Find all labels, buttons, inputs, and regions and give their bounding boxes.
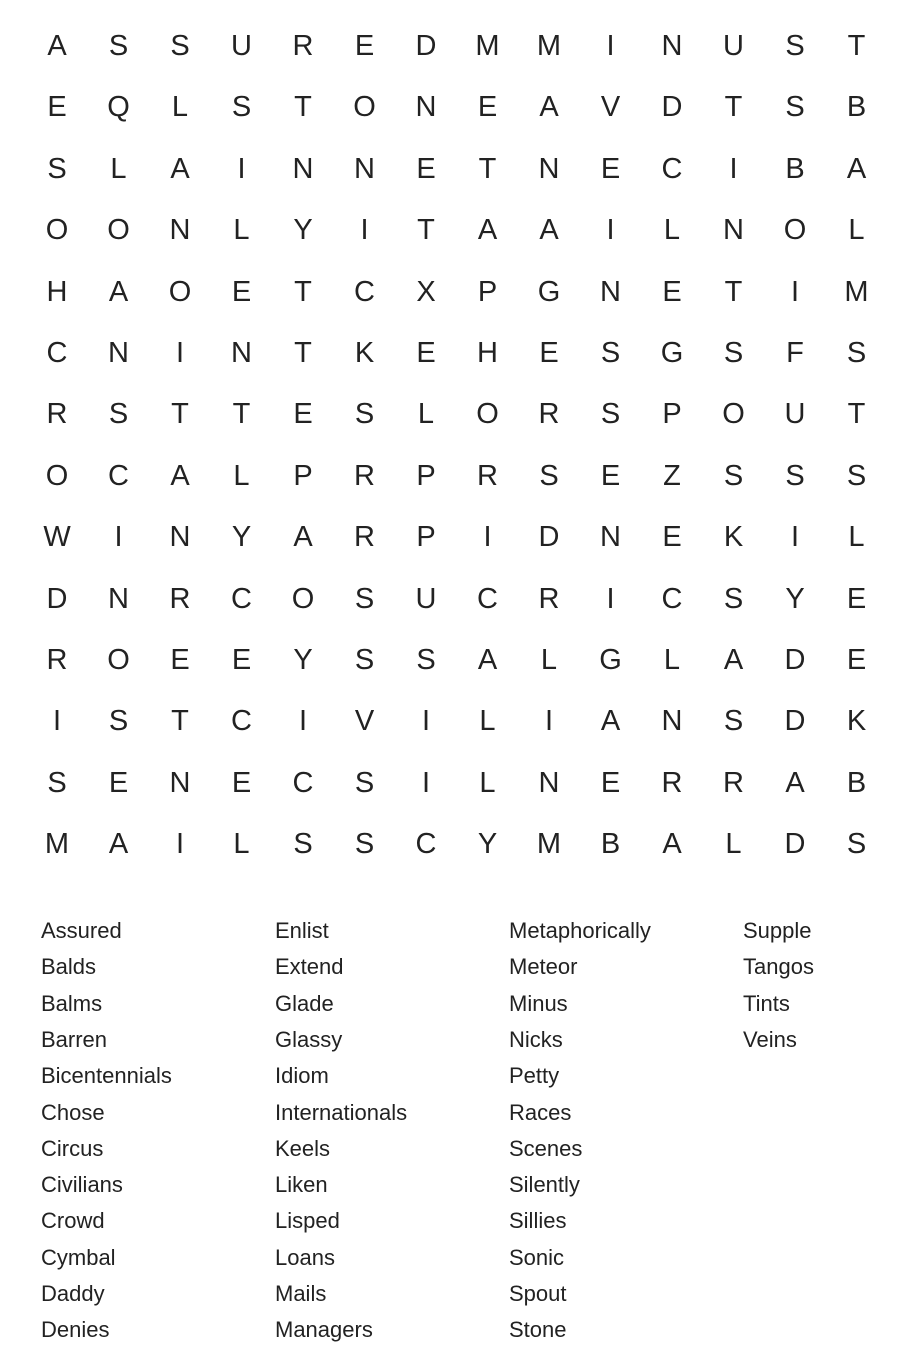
grid-letter[interactable]: R [723, 766, 744, 799]
grid-letter[interactable]: D [46, 582, 68, 615]
word-list-item: Keels [275, 1135, 331, 1161]
grid-letter[interactable]: Y [231, 521, 252, 554]
grid-letter[interactable]: C [292, 766, 314, 799]
word-list-item: Stone [509, 1317, 567, 1343]
grid-letter[interactable]: A [108, 828, 129, 861]
grid-letter[interactable]: Y [293, 214, 313, 247]
grid-letter[interactable]: S [416, 644, 436, 676]
grid-letter[interactable]: L [848, 214, 865, 247]
grid-letter[interactable]: O [107, 644, 130, 676]
grid-letter[interactable]: A [662, 828, 682, 861]
grid-letter[interactable]: O [353, 91, 376, 124]
grid-letter[interactable]: N [169, 521, 191, 554]
grid-letter[interactable]: A [477, 214, 498, 247]
grid-letter[interactable]: L [479, 766, 496, 799]
grid-letter[interactable]: S [846, 828, 867, 861]
grid-letter[interactable]: S [108, 398, 129, 431]
grid-letter[interactable]: K [354, 337, 375, 369]
word-list-item: Denies [41, 1317, 110, 1343]
grid-letter[interactable]: P [477, 275, 498, 308]
grid-letter[interactable]: C [46, 337, 68, 369]
grid-letter[interactable]: Q [107, 91, 130, 124]
grid-letter[interactable]: B [846, 91, 867, 124]
grid-letter[interactable]: N [661, 705, 683, 738]
grid-letter[interactable]: M [536, 30, 562, 62]
grid-letter[interactable]: C [231, 582, 252, 615]
grid-letter[interactable]: C [415, 828, 437, 861]
word-list-item: Balds [41, 954, 97, 980]
grid-letter[interactable]: S [354, 766, 375, 799]
grid-letter[interactable]: A [785, 766, 805, 799]
word-list-item: Nicks [509, 1026, 563, 1052]
grid-letter[interactable]: I [421, 766, 431, 799]
grid-letter[interactable]: A [539, 214, 559, 247]
grid-letter[interactable]: I [606, 214, 615, 247]
grid-letter[interactable]: X [416, 275, 436, 308]
grid-letter[interactable]: R [538, 582, 560, 615]
grid-letter[interactable]: M [536, 828, 562, 861]
grid-letter[interactable]: L [233, 214, 250, 247]
grid-letter[interactable]: L [540, 644, 558, 676]
grid-letter[interactable]: I [360, 214, 369, 247]
word-list-item: Silently [509, 1172, 580, 1198]
grid-letter[interactable]: O [476, 398, 499, 431]
grid-letter[interactable]: E [662, 521, 682, 554]
grid-letter[interactable]: S [723, 337, 744, 369]
grid-letter[interactable]: G [537, 275, 561, 308]
grid-letter[interactable]: N [231, 337, 252, 369]
grid-letter[interactable]: V [600, 91, 621, 124]
grid-letter[interactable]: P [416, 521, 436, 554]
grid-letter[interactable]: O [107, 214, 130, 247]
grid-letter[interactable]: E [108, 766, 129, 799]
grid-letter[interactable]: Z [663, 459, 681, 492]
word-list-item: Circus [41, 1135, 104, 1161]
grid-letter[interactable]: R [354, 521, 375, 554]
grid-letter[interactable]: S [170, 30, 190, 62]
grid-letter[interactable]: N [169, 214, 191, 247]
word-list-item: Loans [275, 1244, 335, 1270]
grid-letter[interactable]: H [477, 337, 498, 369]
word-list-item: Scenes [509, 1135, 583, 1161]
word-list-item: Enlist [275, 918, 329, 943]
grid-letter[interactable]: R [46, 398, 68, 431]
grid-letter[interactable]: L [110, 152, 127, 185]
grid-letter[interactable]: I [606, 582, 615, 615]
grid-letter[interactable]: U [784, 398, 806, 431]
grid-letter[interactable]: T [417, 214, 435, 247]
grid-letter[interactable]: E [416, 337, 436, 369]
word-list-item: Glassy [275, 1026, 343, 1052]
grid-letter[interactable]: R [46, 644, 68, 676]
grid-letter[interactable]: O [722, 398, 745, 431]
grid-letter[interactable]: S [47, 766, 67, 799]
grid-letter[interactable]: S [354, 398, 375, 431]
grid-letter[interactable]: B [846, 766, 867, 799]
grid-letter[interactable]: E [539, 337, 559, 369]
grid-letter[interactable]: L [417, 398, 435, 431]
grid-letter[interactable]: K [723, 521, 744, 554]
grid-letter[interactable]: R [661, 766, 683, 799]
grid-letter[interactable]: P [293, 459, 313, 492]
grid-letter[interactable]: L [233, 459, 250, 492]
word-list-item: Internationals [275, 1099, 408, 1125]
grid-letter[interactable]: T [294, 91, 312, 124]
grid-letter[interactable]: N [600, 521, 621, 554]
grid-letter[interactable]: N [661, 30, 683, 62]
grid-letter[interactable]: B [785, 152, 805, 185]
grid-letter[interactable]: G [660, 337, 684, 369]
grid-letter[interactable]: R [292, 30, 314, 62]
word-list-item: Managers [275, 1317, 373, 1343]
grid-letter[interactable]: B [600, 828, 621, 861]
grid-letter[interactable]: C [231, 705, 252, 738]
grid-letter[interactable]: E [846, 582, 867, 615]
grid-letter[interactable]: O [45, 459, 69, 492]
word-list-item: Lisped [275, 1208, 340, 1234]
grid-letter[interactable]: L [663, 644, 681, 676]
grid-letter[interactable]: A [477, 644, 498, 676]
grid-letter[interactable]: T [724, 91, 743, 124]
grid-letter[interactable]: F [786, 337, 804, 369]
grid-letter[interactable]: R [477, 459, 498, 492]
grid-letter[interactable]: I [175, 828, 185, 861]
grid-letter[interactable]: L [233, 828, 250, 861]
grid-letter[interactable]: I [421, 705, 431, 738]
grid-letter[interactable]: T [171, 398, 189, 431]
grid-letter[interactable]: S [785, 91, 805, 124]
grid-letter[interactable]: A [846, 152, 867, 185]
word-list-item: Chose [41, 1099, 105, 1125]
grid-letter[interactable]: E [231, 766, 252, 799]
grid-letter[interactable]: I [175, 337, 185, 369]
grid-letter[interactable]: C [661, 152, 683, 185]
grid-letter[interactable]: D [661, 91, 683, 124]
grid-letter[interactable]: A [723, 644, 744, 676]
grid-letter[interactable]: D [784, 828, 806, 861]
grid-letter[interactable]: I [790, 521, 800, 554]
grid-letter[interactable]: Y [293, 644, 313, 676]
grid-letter[interactable]: S [108, 705, 129, 738]
grid-letter[interactable]: N [354, 152, 375, 185]
grid-letter[interactable]: S [723, 459, 744, 492]
word-list-item: Tints [743, 990, 790, 1016]
grid-letter[interactable]: U [231, 30, 252, 62]
word-list-item: Cymbal [41, 1244, 116, 1270]
grid-letter[interactable]: A [108, 275, 129, 308]
word-list-item: Races [509, 1099, 572, 1125]
grid-letter[interactable]: H [46, 275, 68, 308]
grid-letter[interactable]: E [416, 152, 436, 185]
grid-letter[interactable]: T [478, 152, 497, 185]
word-list-item: Minus [509, 990, 568, 1016]
grid-letter[interactable]: N [600, 275, 621, 308]
grid-letter[interactable]: V [354, 705, 375, 738]
word-list-item: Glade [275, 990, 334, 1016]
grid-letter[interactable]: E [354, 30, 375, 62]
grid-letter[interactable]: E [477, 91, 498, 124]
grid-letter[interactable]: I [237, 152, 246, 185]
grid-letter[interactable]: G [599, 644, 622, 676]
word-list-item: Barren [41, 1026, 108, 1052]
grid-letter[interactable]: C [477, 582, 498, 615]
grid-letter[interactable]: E [600, 459, 621, 492]
grid-letter[interactable]: U [723, 30, 744, 62]
grid-letter[interactable]: S [846, 459, 867, 492]
grid-letter[interactable]: D [784, 705, 806, 738]
word-list-item: Petty [509, 1063, 560, 1089]
grid-letter[interactable]: O [291, 582, 315, 615]
grid-letter[interactable]: L [848, 521, 865, 554]
word-list-item: Veins [743, 1026, 797, 1052]
word-list-item: Tangos [743, 954, 814, 980]
word-list-item: Metaphorically [509, 918, 651, 943]
grid-letter[interactable]: N [415, 91, 437, 124]
word-list-item: Civilians [41, 1172, 123, 1198]
grid-letter[interactable]: S [293, 828, 313, 861]
grid-letter[interactable]: M [475, 30, 500, 62]
word-list-item: Extend [275, 954, 344, 980]
grid-letter[interactable]: S [108, 30, 129, 62]
grid-letter[interactable]: E [662, 275, 682, 308]
grid-letter[interactable]: E [170, 644, 190, 676]
grid-letter[interactable]: N [538, 766, 560, 799]
word-list-item: Sillies [509, 1208, 567, 1234]
word-list-item: Mails [275, 1281, 327, 1306]
grid-letter[interactable]: E [293, 398, 313, 431]
word-list-item: Idiom [275, 1063, 329, 1089]
grid-letter[interactable]: C [661, 582, 683, 615]
grid-letter[interactable]: T [847, 398, 866, 431]
grid-letter[interactable]: T [171, 705, 189, 738]
word-list-item: Meteor [509, 954, 578, 980]
grid-letter[interactable]: S [354, 828, 375, 861]
grid-letter[interactable]: I [606, 30, 615, 62]
grid-letter[interactable]: O [45, 214, 69, 247]
grid-letter[interactable]: S [354, 582, 375, 615]
word-list-item: Crowd [41, 1208, 105, 1234]
grid-letter[interactable]: N [538, 152, 560, 185]
grid-letter[interactable]: R [538, 398, 560, 431]
grid-letter[interactable]: I [790, 275, 800, 308]
grid-letter[interactable]: L [171, 91, 189, 124]
word-list-item: Supple [743, 918, 812, 943]
word-list-item: Daddy [41, 1281, 105, 1306]
grid-letter[interactable]: C [108, 459, 129, 492]
grid-letter[interactable]: Y [785, 582, 805, 615]
grid-letter[interactable]: N [723, 214, 744, 247]
grid-letter[interactable]: S [600, 337, 621, 369]
grid-letter[interactable]: I [729, 152, 738, 185]
grid-letter[interactable]: O [168, 275, 192, 308]
grid-letter[interactable]: R [354, 459, 375, 492]
grid-letter[interactable]: L [725, 828, 742, 861]
grid-letter[interactable]: P [416, 459, 436, 492]
grid-letter[interactable]: S [47, 152, 67, 185]
grid-letter[interactable]: N [292, 152, 314, 185]
grid-letter[interactable]: D [415, 30, 437, 62]
grid-letter[interactable]: I [544, 705, 554, 738]
grid-letter[interactable]: T [724, 275, 743, 308]
grid-letter[interactable]: I [298, 705, 308, 738]
grid-letter[interactable]: O [783, 214, 807, 247]
grid-letter[interactable]: I [114, 521, 123, 554]
grid-letter[interactable]: L [663, 214, 681, 247]
grid-letter[interactable]: D [538, 521, 560, 554]
grid-letter[interactable]: T [847, 30, 866, 62]
grid-letter[interactable]: S [723, 705, 744, 738]
grid-letter[interactable]: A [600, 705, 621, 738]
grid-letter[interactable]: E [600, 152, 621, 185]
grid-letter[interactable]: S [785, 30, 805, 62]
word-list-item: Bicentennials [41, 1063, 172, 1089]
grid-letter[interactable]: E [231, 275, 252, 308]
grid-letter[interactable]: D [784, 644, 806, 676]
grid-letter[interactable]: M [844, 275, 869, 308]
grid-letter[interactable]: S [354, 644, 375, 676]
grid-letter[interactable]: T [232, 398, 251, 431]
grid-letter[interactable]: T [294, 275, 312, 308]
grid-letter[interactable]: E [47, 91, 67, 124]
grid-letter[interactable]: M [44, 828, 70, 861]
grid-letter[interactable]: E [600, 766, 621, 799]
grid-letter[interactable]: A [539, 91, 559, 124]
grid-letter[interactable]: E [231, 644, 252, 676]
word-list-item: Assured [41, 918, 122, 943]
grid-letter[interactable]: S [723, 582, 744, 615]
grid-letter[interactable]: S [846, 337, 867, 369]
grid-letter[interactable]: T [294, 337, 312, 369]
grid-letter[interactable]: U [415, 582, 437, 615]
grid-letter[interactable]: A [170, 152, 190, 185]
word-list-item: Spout [509, 1281, 567, 1306]
word-list-item: Balms [41, 990, 103, 1016]
grid-letter[interactable]: S [600, 398, 621, 431]
grid-letter[interactable]: P [662, 398, 682, 431]
grid-letter[interactable]: R [169, 582, 191, 615]
grid-letter[interactable]: Y [477, 828, 498, 861]
word-list-item: Liken [275, 1172, 328, 1198]
grid-letter[interactable]: K [846, 705, 867, 738]
grid-letter[interactable]: N [169, 766, 191, 799]
word-list-item: Sonic [509, 1244, 565, 1270]
grid-letter[interactable]: L [479, 705, 496, 738]
grid-letter[interactable]: C [354, 275, 375, 308]
grid-letter[interactable]: A [47, 30, 67, 62]
grid-letter[interactable]: A [293, 521, 313, 554]
grid-letter[interactable]: A [170, 459, 190, 492]
grid-letter[interactable]: W [43, 521, 71, 554]
grid-letter[interactable]: I [52, 705, 62, 738]
grid-letter[interactable]: N [108, 337, 129, 369]
grid-letter[interactable]: S [231, 91, 252, 124]
grid-letter[interactable]: N [108, 582, 129, 615]
grid-letter[interactable]: S [785, 459, 805, 492]
grid-letter[interactable]: S [539, 459, 559, 492]
grid-letter[interactable]: I [483, 521, 492, 554]
grid-letter[interactable]: E [846, 644, 867, 676]
